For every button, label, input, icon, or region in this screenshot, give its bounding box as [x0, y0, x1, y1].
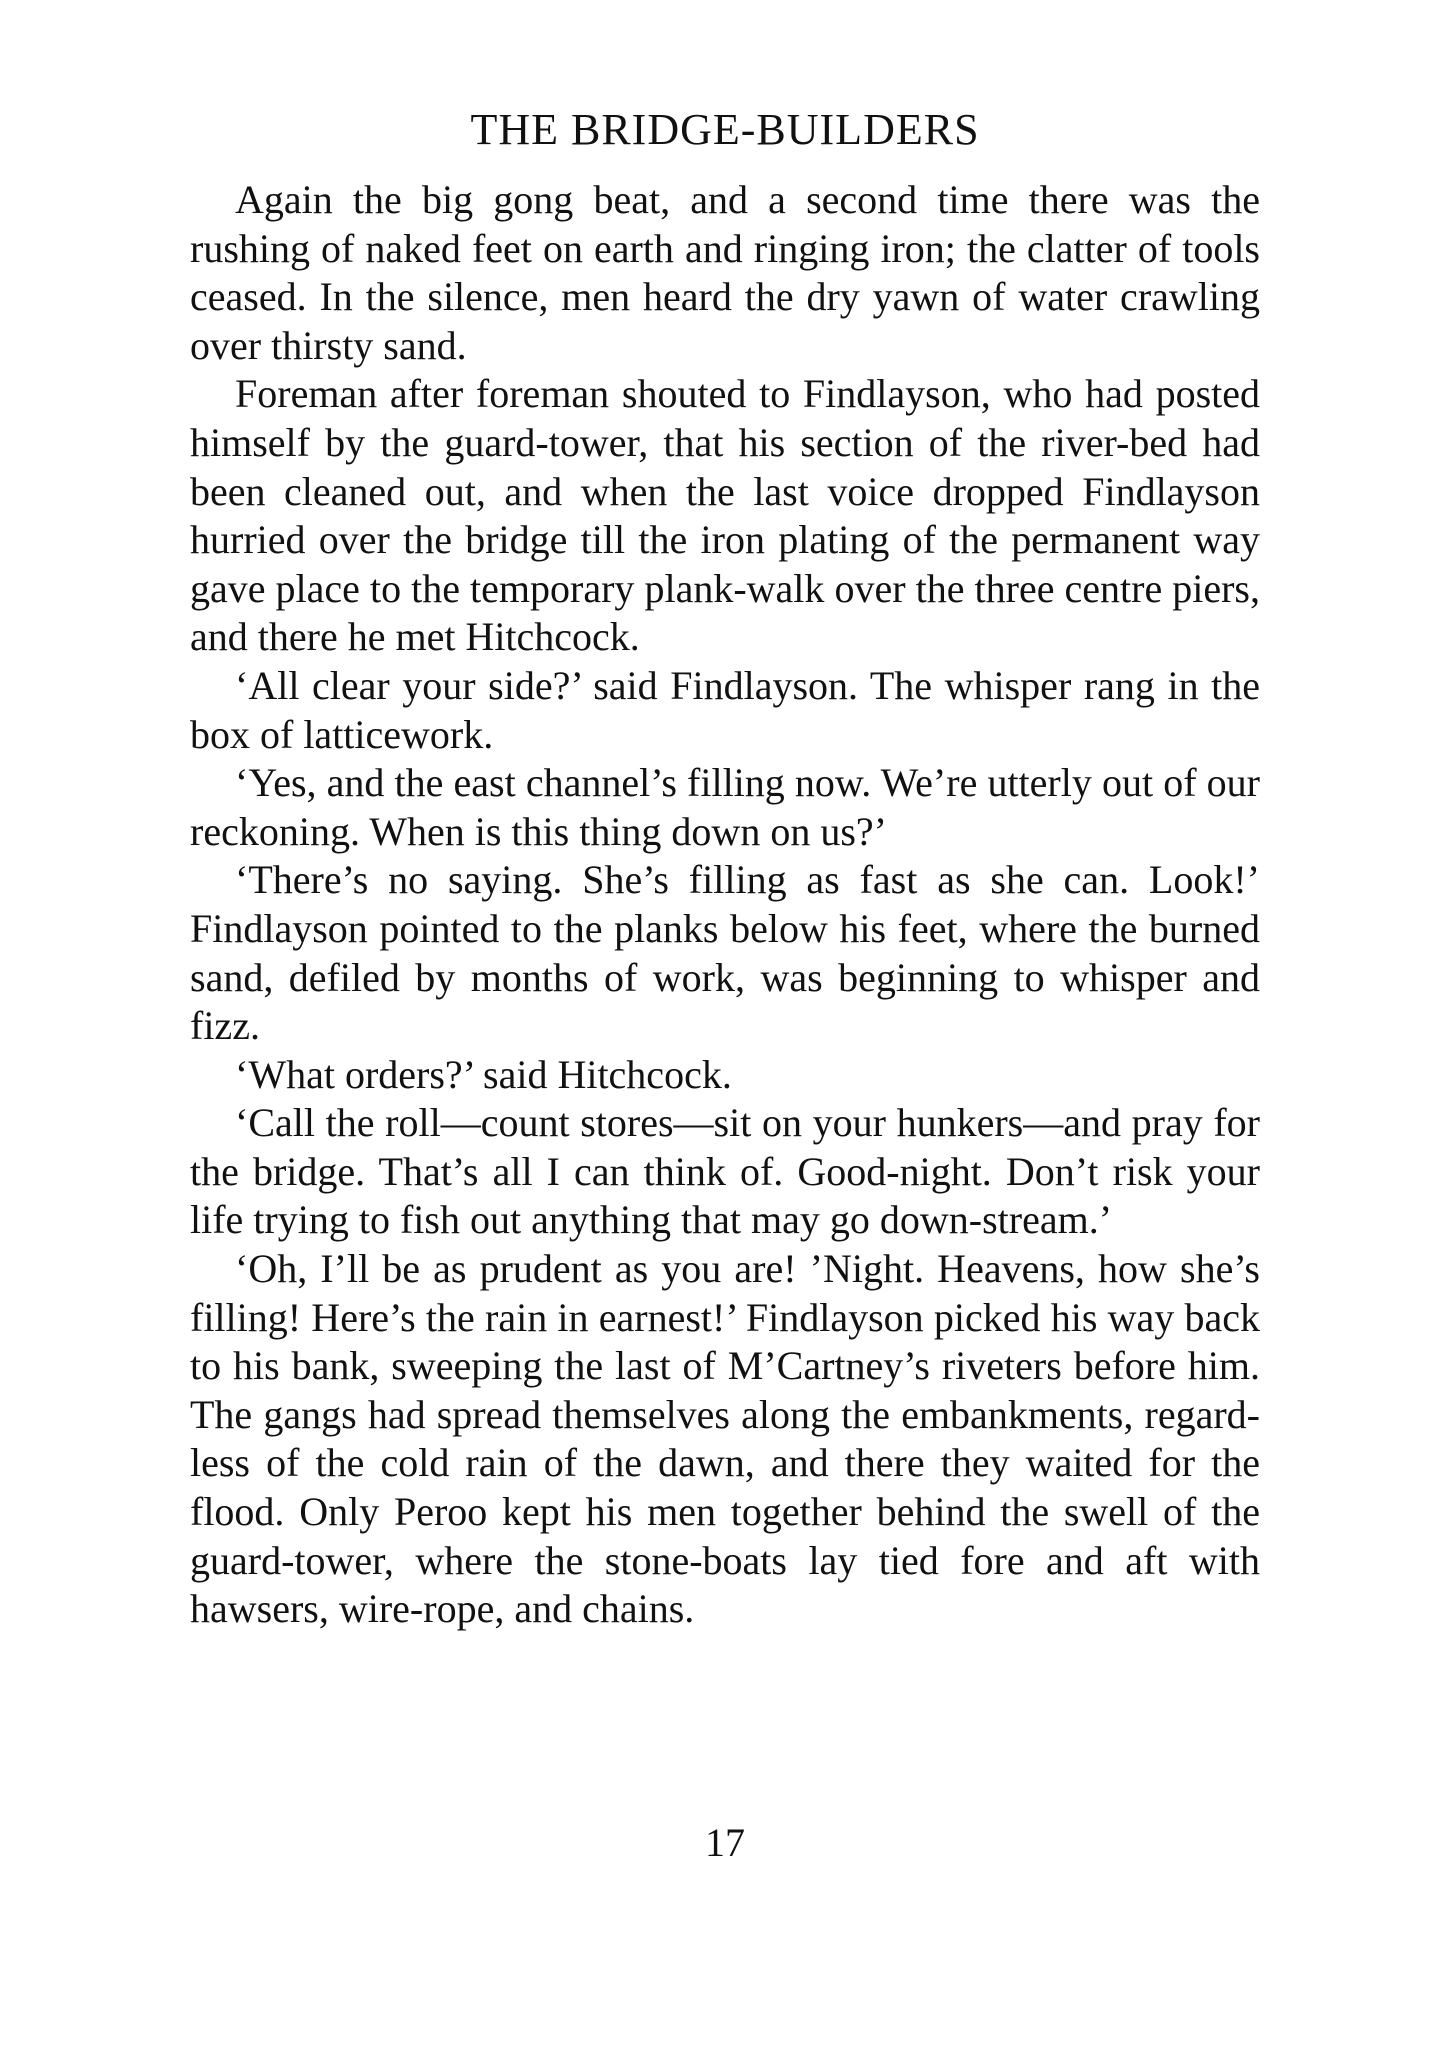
paragraph-gong: Again the big gong beat, and a second time there was the rushing of naked feet on earth and ringing iron; the clatter of tools ceased. In the silence, men heard the dry yawn of water crawling over thirsty sand.: [190, 177, 1260, 368]
page-number: 17: [705, 1820, 745, 1865]
paragraph-prudent: ‘Oh, I’ll be as prudent as you are! ’Night. Heavens, how she’s filling! Here’s the rain in earnest!’ Findlayson picked his way back to his bank, sweeping the last of M’Cartney’s riveters before him. The gangs had spread themselves along the embankments, regardless of the cold rain of the dawn, and there they waited for the flood. Only Peroo kept his men together behind the swell of the guard-tower, where the stone-boats lay tied fore and aft with hawsers, wire-rope, and chains.: [190, 1246, 1260, 1632]
paragraph-east-channel: ‘Yes, and the east channel’s filling now. We’re utterly out of our reckoning. When is this thing down on us?’: [190, 760, 1260, 854]
body-text: [190, 176, 1260, 1634]
paragraph-foreman: Foreman after foreman shouted to Findlayson, who had posted himself by the guard-tower, that his section of the river-bed had been cleaned out, and when the last voice dropped Findlayson hurried over the bridge till the iron plating of the permanent way gave place to the temporary plank-walk over the three centre piers, and there he met Hitchcock.: [190, 371, 1260, 660]
paragraph-all-clear: ‘All clear your side?’ said Findlayson. The whisper rang in the box of latticework.: [190, 662, 1260, 757]
running-head: THE BRIDGE-BUILDERS: [470, 105, 980, 154]
paragraph-no-saying: ‘There’s no saying. She’s filling as fast as she can. Look!’ Findlayson pointed to the planks below his feet, where the burned sand, defiled by months of work, was beginning to whisper and fizz.: [190, 857, 1260, 1049]
paragraph-call-the-roll: ‘Call the roll—count stores—sit on your hunkers—and pray for the bridge. That’s all I can think of. Good-night. Don’t risk your life trying to fish out anything that may go down-stream.’: [190, 1100, 1260, 1243]
paragraph-what-orders: ‘What orders?’ said Hitchcock.: [235, 1051, 732, 1097]
